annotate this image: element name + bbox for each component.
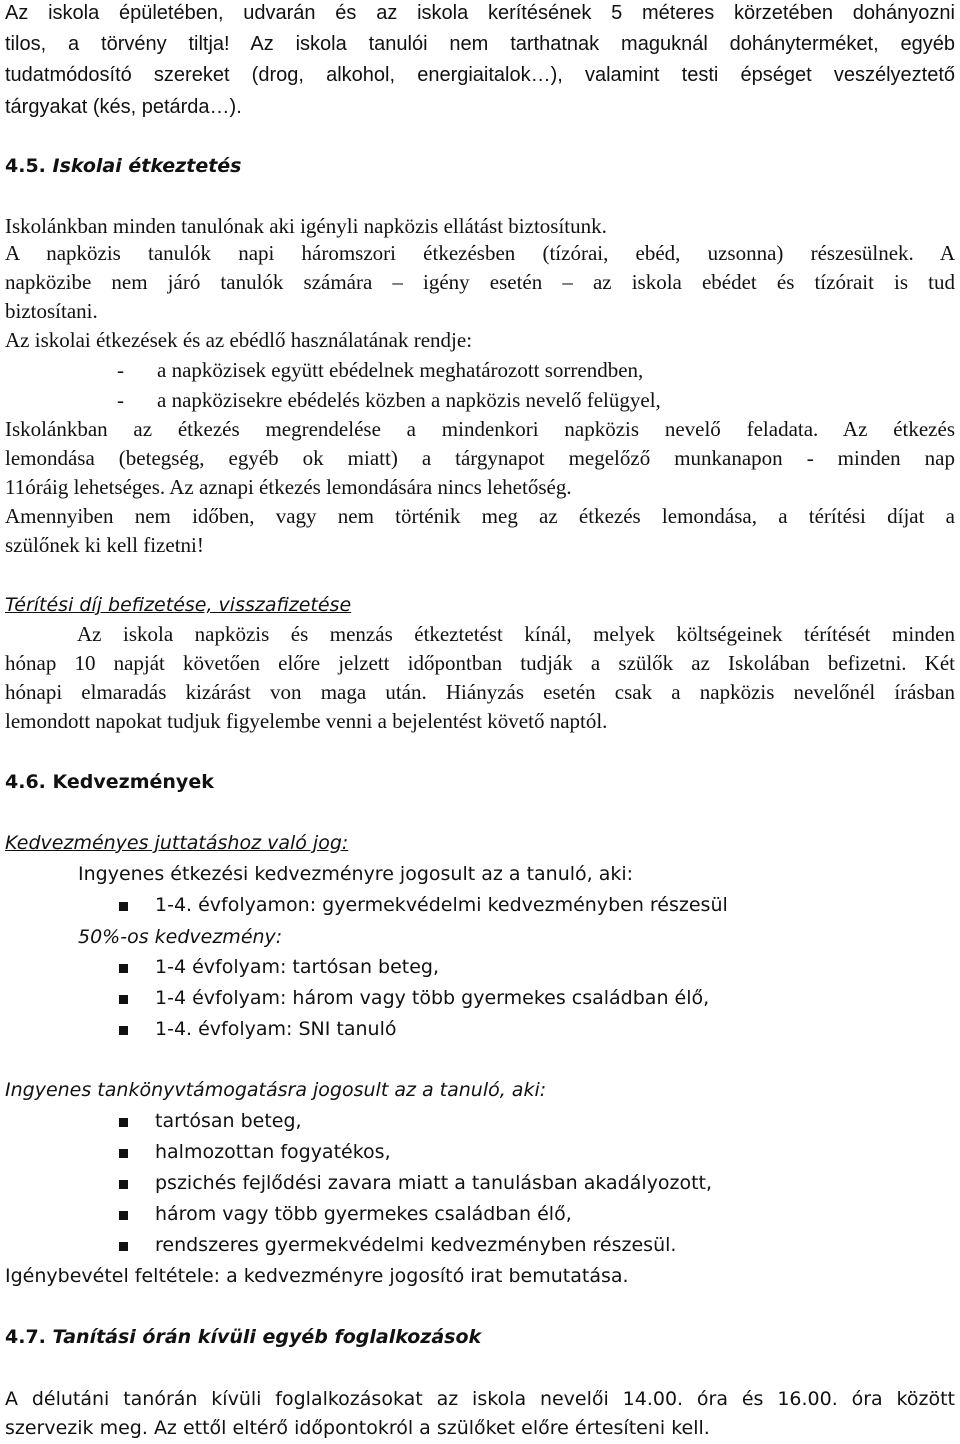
intro-line: tudatmódosító szereket (drog, alkohol, energiaitalok…), valamint testi épséget veszélyeztető bbox=[5, 64, 955, 86]
benefits-subheading: Kedvezményes juttatáshoz való jog: bbox=[5, 832, 349, 854]
square-bullet-icon bbox=[119, 1118, 128, 1127]
free-meal-intro: Ingyenes étkezési kedvezményre jogosult az a tanuló, aki: bbox=[78, 863, 634, 885]
textbook-subheading: Ingyenes tankönyvtámogatásra jogosult az a tanuló, aki: bbox=[5, 1079, 547, 1101]
section-title: Kedvezmények bbox=[52, 771, 214, 793]
section-title: Tanítási órán kívüli egyéb foglalkozások bbox=[52, 1326, 482, 1348]
intro-line: Az iskola épületében, udvarán és az iskola kerítésének 5 méteres körzetében dohányozni bbox=[5, 2, 955, 24]
list-item: 1-4 évfolyam: három vagy több gyermekes családban élő, bbox=[155, 987, 710, 1009]
paragraph-line: hónap 10 napját követően előre jelzett időpontban tudják a szülők az Iskolában befizetni. Két bbox=[5, 651, 955, 675]
square-bullet-icon bbox=[119, 1180, 128, 1189]
paragraph-line: Iskolánkban az étkezés megrendelése a mindenkori napközis nevelő feladata. Az étkezés bbox=[5, 417, 955, 441]
paragraph-line: Az iskola napközis és menzás étkeztetést kínál, melyek költségeinek térítését minden bbox=[77, 622, 955, 646]
discount-subheading: 50%-os kedvezmény: bbox=[78, 926, 283, 948]
payment-subheading: Térítési díj befizetése, visszafizetése bbox=[5, 594, 352, 616]
list-item: pszichés fejlődési zavara miatt a tanulásban akadályozott, bbox=[155, 1172, 713, 1194]
paragraph-line: Amennyiben nem időben, vagy nem történik meg az étkezés lemondása, a térítési díjat a bbox=[5, 504, 955, 528]
square-bullet-icon bbox=[119, 902, 128, 911]
square-bullet-icon bbox=[119, 995, 128, 1004]
paragraph-line: lemondott napokat tudjuk figyelembe venni a bejelentést követő naptól. bbox=[5, 709, 608, 733]
section-number: 4.5. bbox=[5, 155, 46, 177]
square-bullet-icon bbox=[119, 1242, 128, 1251]
dash-marker: - bbox=[117, 388, 124, 412]
paragraph-line: lemondása (betegség, egyéb ok miatt) a tárgynapot megelőző munkanapon - minden nap bbox=[5, 446, 955, 470]
paragraph-line: napközibe nem járó tanulók számára – igény esetén – az iskola ebédet és tízórait is tud bbox=[5, 270, 955, 294]
rules-intro: Az iskolai étkezések és az ebédlő használatának rendje: bbox=[5, 328, 473, 352]
list-item: három vagy több gyermekes családban élő, bbox=[155, 1203, 572, 1225]
rule-item: a napközisek együtt ebédelnek meghatározott sorrendben, bbox=[157, 358, 644, 382]
paragraph-line: 11óráig lehetséges. Az aznapi étkezés lemondására nincs lehetőség. bbox=[5, 475, 572, 499]
rule-item: a napközisekre ebédelés közben a napközis nevelő felügyel, bbox=[157, 388, 661, 412]
section-heading-4-7 bbox=[5, 1326, 481, 1348]
section-heading-4-6 bbox=[5, 771, 214, 793]
paragraph-line: A délutáni tanórán kívüli foglalkozásokat az iskola nevelői 14.00. óra és 16.00. óra között bbox=[5, 1388, 955, 1410]
paragraph-line: szervezik meg. Az ettől eltérő időpontokról a szülőket előre értesíteni kell. bbox=[5, 1417, 710, 1439]
list-item: 1-4. évfolyamon: gyermekvédelmi kedvezményben részesül bbox=[155, 894, 728, 916]
intro-line: tárgyakat (kés, petárda…). bbox=[5, 96, 242, 118]
intro-line: tilos, a törvény tiltja! Az iskola tanulói nem tarthatnak maguknál dohányterméket, egyéb bbox=[5, 33, 955, 55]
list-item: rendszeres gyermekvédelmi kedvezményben részesül. bbox=[155, 1234, 677, 1256]
paragraph-line: biztosítani. bbox=[5, 299, 98, 323]
dash-marker: - bbox=[117, 358, 124, 382]
list-item: tartósan beteg, bbox=[155, 1110, 302, 1132]
section-number: 4.7. bbox=[5, 1326, 46, 1348]
list-item: halmozottan fogyatékos, bbox=[155, 1141, 391, 1163]
section-number: 4.6. bbox=[5, 771, 46, 793]
list-item: 1-4 évfolyam: tartósan beteg, bbox=[155, 956, 440, 978]
paragraph: Iskolánkban minden tanulónak aki igényli napközis ellátást biztosítunk. bbox=[5, 214, 607, 238]
list-item: 1-4. évfolyam: SNI tanuló bbox=[155, 1018, 397, 1040]
square-bullet-icon bbox=[119, 964, 128, 973]
paragraph-line: A napközis tanulók napi háromszori étkezésben (tízórai, ebéd, uzsonna) részesülnek. A bbox=[5, 241, 955, 265]
square-bullet-icon bbox=[119, 1026, 128, 1035]
paragraph-line: hónapi elmaradás kizárást von maga után. Hiányzás esetén csak a napközis nevelőnél írásban bbox=[5, 680, 955, 704]
square-bullet-icon bbox=[119, 1211, 128, 1220]
square-bullet-icon bbox=[119, 1149, 128, 1158]
condition-text: Igénybevétel feltétele: a kedvezményre jogosító irat bemutatása. bbox=[5, 1265, 629, 1287]
paragraph-line: szülőnek ki kell fizetni! bbox=[5, 533, 204, 557]
section-title: Iskolai étkeztetés bbox=[52, 155, 242, 177]
section-heading-4-5 bbox=[5, 155, 242, 177]
